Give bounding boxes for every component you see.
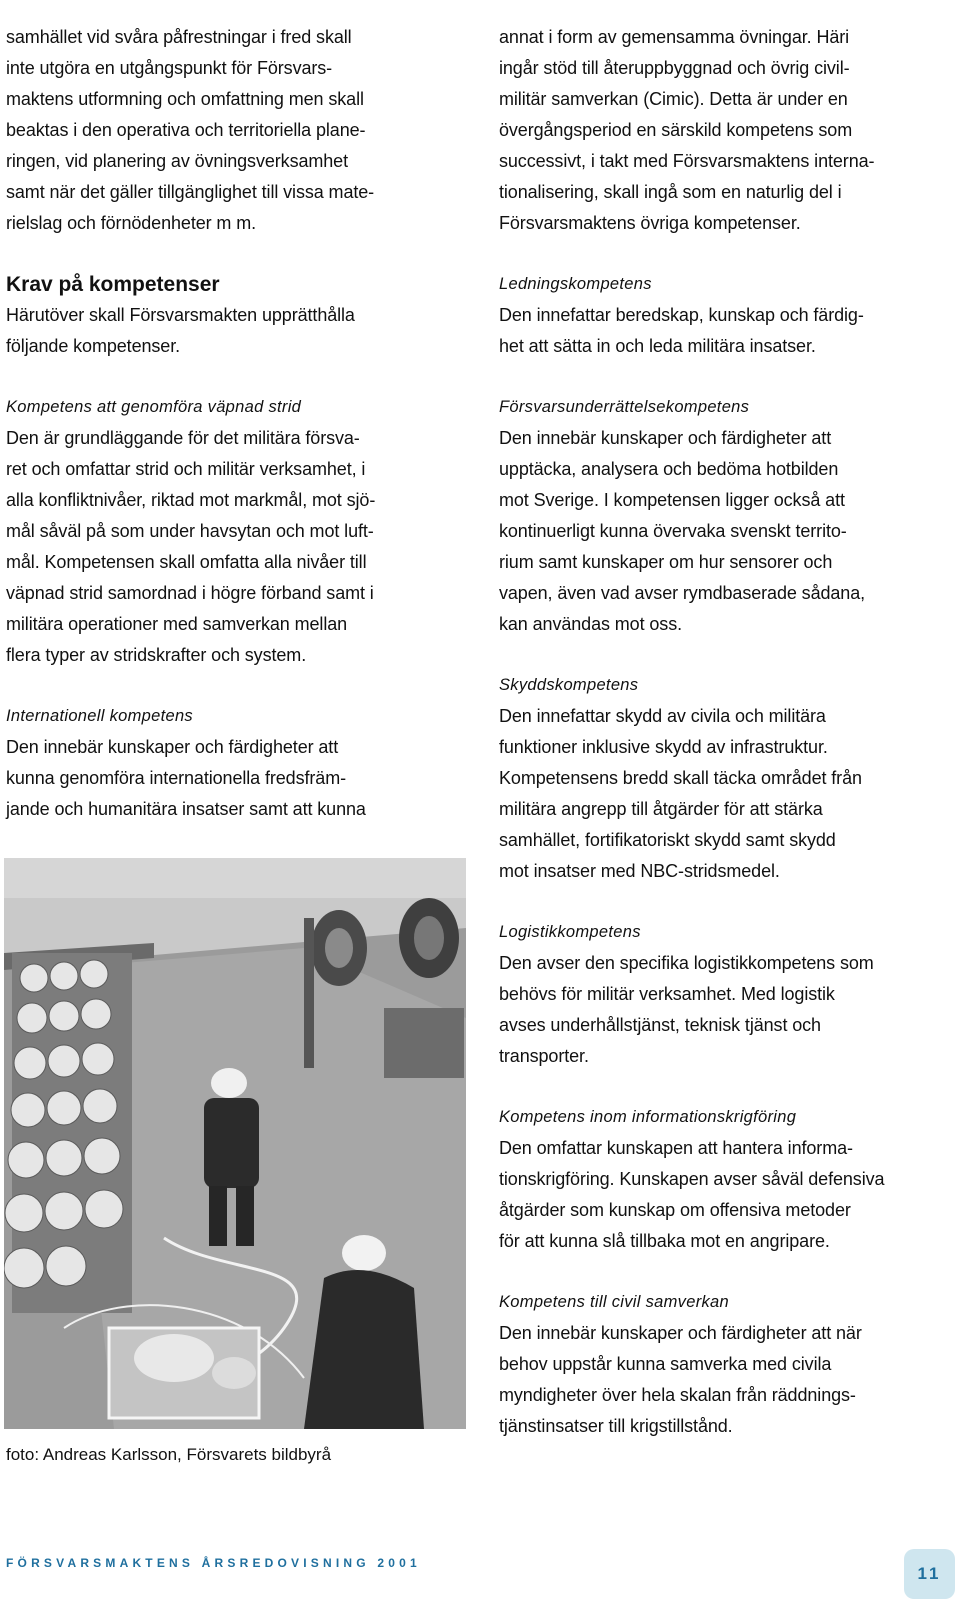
block-text-internationell: Den innebär kunskaper och färdigheter att kunna genomföra internationella fredsfräm- jande och humanitära insatser samt att kunna xyxy=(6,737,366,819)
footer-publication-title: FÖRSVARSMAKTENS ÅRSREDOVISNING 2001 xyxy=(6,1556,421,1570)
block-text-informationskrigforing: Den omfattar kunskapen att hantera informa- tionskrigföring. Kunskapen avser såväl defensiva åtgärder som kunskap om offensiva metoder för att kunna slå tillbaka mot en angripare. xyxy=(499,1138,885,1251)
block-heading-informationskrigforing: Kompetens inom informationskrigföring xyxy=(499,1108,797,1126)
right-column xyxy=(499,22,951,1442)
block-text-civil-samverkan: Den innebär kunskaper och färdigheter att när behov uppstår kunna samverka med civila myndigheter över hela skalan från räddnings- tjänstinsatser till krigstillstånd. xyxy=(499,1323,862,1436)
block-heading-underrattelse: Försvarsunderrättelsekompetens xyxy=(499,398,750,416)
block-heading-vapnad-strid: Kompetens att genomföra väpnad strid xyxy=(6,398,302,416)
block-text-logistik: Den avser den specifika logistikkompetens som behövs för militär verksamhet. Med logistik avses underhållstjänst, teknisk tjänst och transporter. xyxy=(499,953,874,1066)
block-heading-civil-samverkan: Kompetens till civil samverkan xyxy=(499,1293,729,1311)
block-heading-logistik: Logistikkompetens xyxy=(499,923,641,941)
deck-photo-illustration xyxy=(4,858,466,1429)
block-heading-skydd: Skyddskompetens xyxy=(499,676,639,694)
block-text-ledning: Den innefattar beredskap, kunskap och färdig- het att sätta in och leda militära insatser. xyxy=(499,305,864,356)
deck-photo xyxy=(4,858,466,1429)
block-heading-internationell: Internationell kompetens xyxy=(6,707,193,725)
section-title: Krav på kompetenser xyxy=(6,273,220,296)
block-text-vapnad-strid: Den är grundläggande för det militära försva- ret och omfattar strid och militär verksamhet, i alla konfliktnivåer, riktad mot markmål, mot sjö- mål såväl på som under havsytan och mot luft- mål. Kompetensen skall omfatta alla nivåer till väpnad strid samordnad i högre förband samt i militära operationer med samverkan mellan flera typer av stridskrafter och system. xyxy=(6,428,376,665)
section-intro: Härutöver skall Försvarsmakten upprätthålla följande kompetenser. xyxy=(6,305,355,356)
page-number-badge: 11 xyxy=(904,1549,955,1599)
right-intro-text: annat i form av gemensamma övningar. Häri ingår stöd till återuppbyggnad och övrig civil- militär samverkan (Cimic). Detta är under en övergångsperiod en särskild kompetens som successivt, i takt med Försvarsmaktens interna- tionalisering, skall ingå som en naturlig del i Försvarsmaktens övriga kompetenser. xyxy=(499,27,875,233)
left-intro-text: samhället vid svåra påfrestningar i fred skall inte utgöra en utgångspunkt för Försvars- maktens utformning och omfattning men skall beaktas i den operativa och territoriella plane- ringen, vid planering av övningsverksamhet samt när det gäller tillgänglighet till vissa mate- rielslag och förnödenheter m m. xyxy=(6,27,375,233)
block-text-skydd: Den innefattar skydd av civila och militära funktioner inklusive skydd av infrastruktur. Kompetensens bredd skall täcka området från militära angrepp till åtgärder för att stärka samhället, fortifikatoriskt skydd samt skydd mot insatser med NBC-stridsmedel. xyxy=(499,706,862,881)
block-text-underrattelse: Den innebär kunskaper och färdigheter att upptäcka, analysera och bedöma hotbilden mot Sverige. I kompetensen ligger också att kontinuerligt kunna övervaka svenskt territo- rium samt kunskaper om hur sensorer och vapen, även vad avser rymdbaserade sådana, kan användas mot oss. xyxy=(499,428,866,634)
left-column xyxy=(6,22,466,825)
photo-caption: foto: Andreas Karlsson, Försvarets bildbyrå xyxy=(6,1445,332,1464)
block-heading-ledning: Ledningskompetens xyxy=(499,275,652,293)
